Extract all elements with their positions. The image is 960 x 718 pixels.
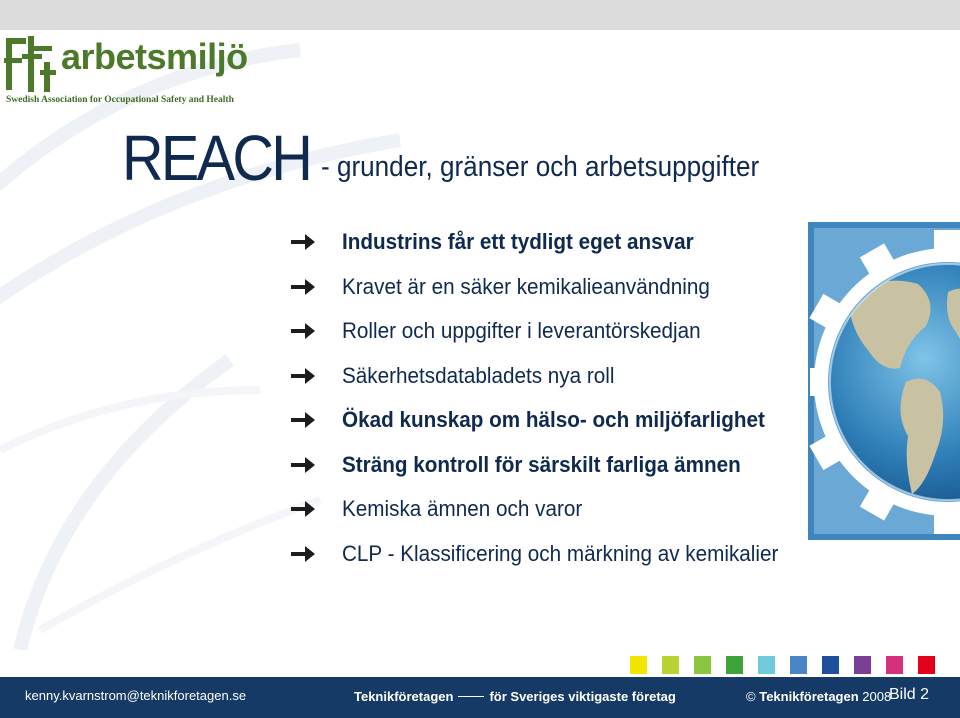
footer-org: Teknikföretagen bbox=[354, 689, 454, 704]
footer-email: kenny.kvarnstrom@teknikforetagen.se bbox=[25, 688, 247, 703]
color-square bbox=[726, 656, 743, 674]
footer-copyright bbox=[746, 689, 891, 704]
footer-dash bbox=[458, 696, 484, 697]
footer-tagline-text: för Sveriges viktigaste företag bbox=[489, 689, 676, 704]
color-square bbox=[758, 656, 775, 674]
bullet-text: Roller och uppgifter i leverantörskedjan bbox=[342, 318, 701, 343]
arrow-right-icon bbox=[290, 500, 316, 518]
slide-subtitle: - grunder, gränser och arbetsuppgifter bbox=[321, 151, 760, 183]
copyright-symbol: © bbox=[746, 689, 756, 704]
color-square bbox=[886, 656, 903, 674]
footer-copyright-org: Teknikföretagen bbox=[759, 689, 859, 704]
color-square bbox=[790, 656, 807, 674]
color-square bbox=[694, 656, 711, 674]
bullet-text: Ökad kunskap om hälso- och miljöfarlighet bbox=[342, 407, 765, 432]
color-square bbox=[630, 656, 647, 674]
logo-subtitle: Swedish Association for Occupational Safety and Health bbox=[6, 95, 234, 105]
logo-wordmark: arbetsmiljö bbox=[61, 36, 248, 77]
arrow-right-icon bbox=[290, 233, 316, 251]
footer-tagline bbox=[354, 689, 676, 704]
bullet-text: Säkerhetsdatabladets nya roll bbox=[342, 362, 615, 388]
slide-title: REACH bbox=[122, 122, 311, 194]
color-square bbox=[662, 656, 679, 674]
color-square bbox=[918, 656, 935, 674]
bullet-text: Kemiska ämnen och varor bbox=[342, 496, 583, 521]
arrow-right-icon bbox=[290, 278, 316, 296]
bullet-text: Kravet är en säker kemikalieanvändning bbox=[342, 273, 710, 299]
bullet-text: Industrins får ett tydligt eget ansvar bbox=[342, 229, 694, 254]
bullet-text: Sträng kontroll för särskilt farliga ämnen bbox=[342, 451, 741, 477]
arrow-right-icon bbox=[290, 322, 316, 340]
color-square bbox=[854, 656, 871, 674]
color-square bbox=[822, 656, 839, 674]
top-bar bbox=[0, 0, 960, 30]
arrow-right-icon bbox=[290, 411, 316, 429]
footer bbox=[0, 677, 960, 718]
bullet-text: CLP - Klassificering och märkning av kemikalier bbox=[342, 540, 779, 566]
logo bbox=[4, 34, 248, 108]
arrow-right-icon bbox=[290, 456, 316, 474]
globe-gear-image bbox=[808, 222, 960, 540]
slide-number: Bild 2 bbox=[889, 686, 930, 703]
arrow-right-icon bbox=[290, 367, 316, 385]
arrow-right-icon bbox=[290, 545, 316, 563]
logo-mark bbox=[4, 34, 64, 96]
footer-year: 2008 bbox=[862, 689, 892, 704]
